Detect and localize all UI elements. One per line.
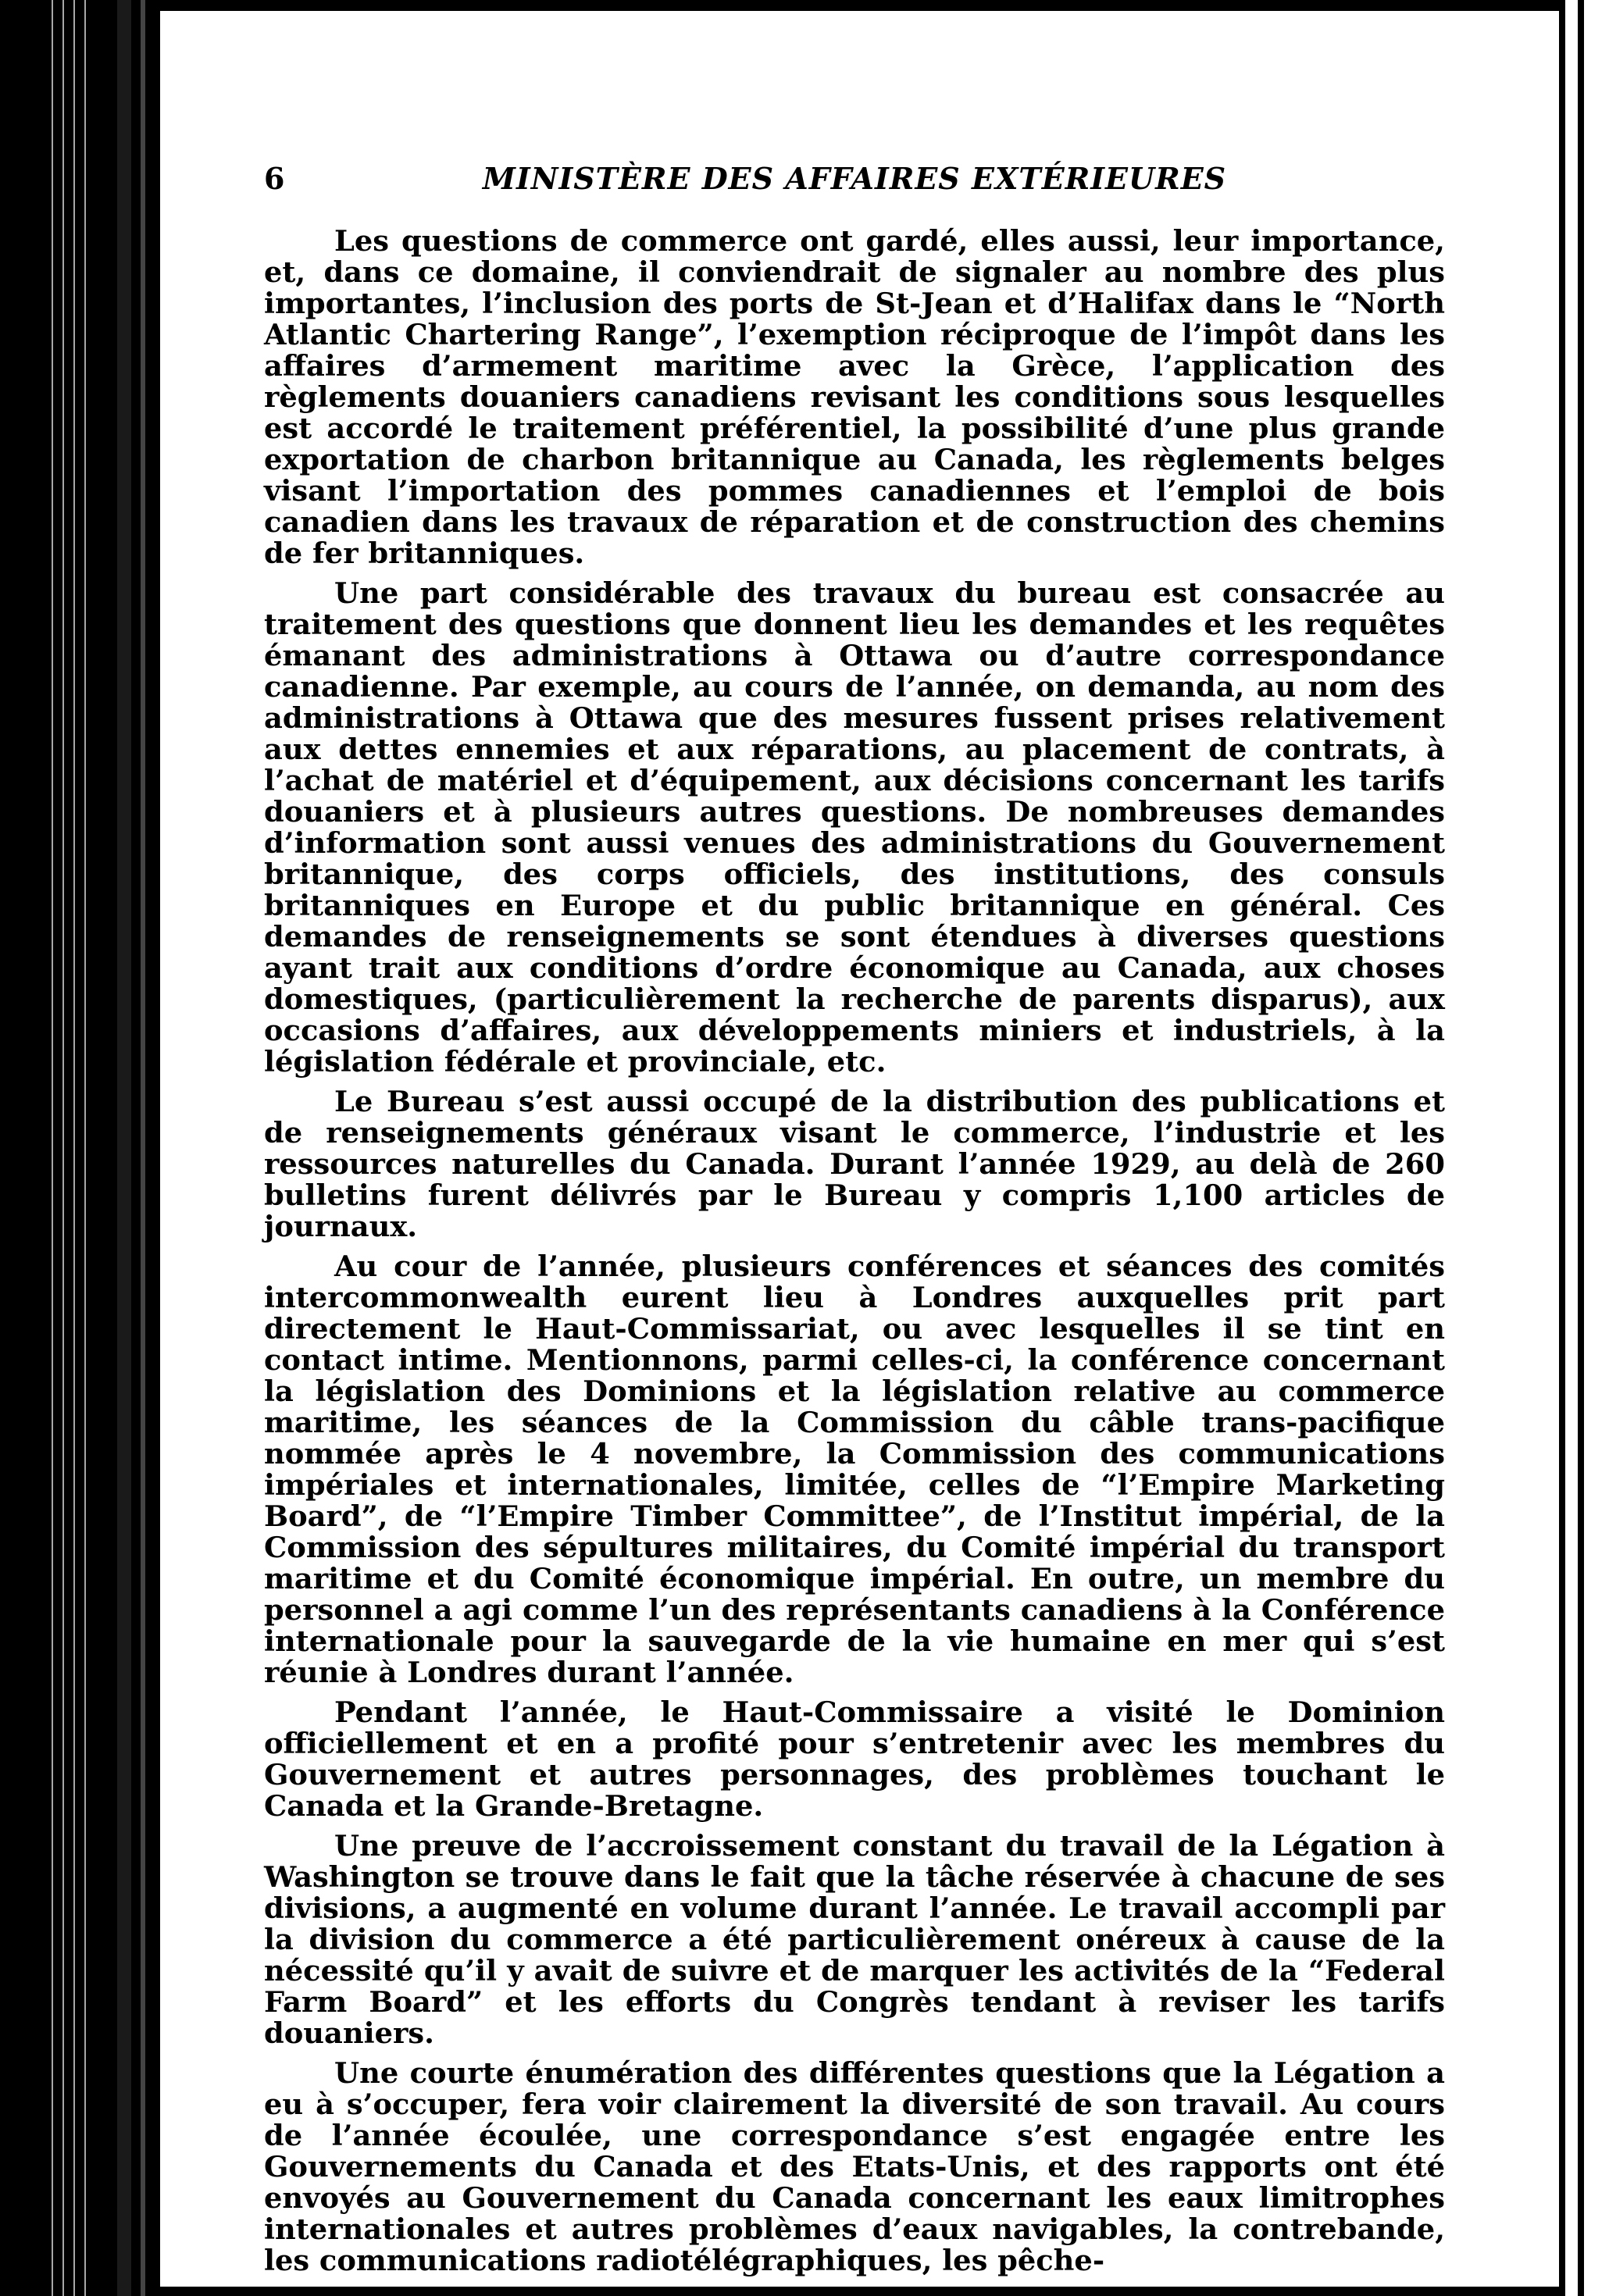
header-title: MINISTÈRE DES AFFAIRES EXTÉRIEURES bbox=[482, 161, 1227, 196]
paragraph-washington-legation: Une preuve de l’accroissement constant du travail de la Légation à Washington se trouve dans le fait que la tâche réservée à chacune de ses divisions, a augmenté en volume durant l’année. Le travail accompli par la division du commerce a été particulièrement onéreux à cause de la nécessité qu’il y avait de suivre et de marquer les activités de la “Federal Farm Board” et les efforts du Congrès tendant à reviser les tarifs douaniers. bbox=[264, 1828, 1445, 2050]
body-text bbox=[264, 225, 1445, 2276]
page-number: 6 bbox=[264, 161, 285, 196]
paragraph-high-commissioner: Pendant l’année, le Haut-Commissaire a visité le Dominion officiellement et en a profité pour s’entretenir avec les membres du Gouvernement et autres personnages, des problèmes touchant le Canada et la Grande-Bretagne. bbox=[264, 1695, 1445, 1823]
scan-top-border bbox=[160, 0, 1565, 11]
paragraph-bureau-work: Une part considérable des travaux du bureau est consacrée au traitement des questions que donnent lieu les demandes et les requêtes émanant des administrations à Ottawa ou d’autre correspondance canadienne. Par exemple, au cours de l’année, on demanda, au nom des administrations à Ottawa que des mesures fussent prises relativement aux dettes ennemies et aux réparations, au placement de contrats, à l’achat de matériel et d’équipement, aux décisions concernant les tarifs douaniers et à plusieurs autres questions. De nombreuses demandes d’information sont aussi venues des administrations du Gouvernement britannique, des corps officiels, des institutions, des consuls britanniques en Europe et du public britannique en général. Ces demandes de renseignements se sont étendues à diverses questions ayant trait aux conditions d’ordre économique au Canada, aux choses domestiques, (particulièrement la recherche de parents disparus), aux occasions d’affaires, aux développements miniers et industriels, à la législation fédérale et provinciale, etc. bbox=[264, 576, 1445, 1078]
running-header bbox=[264, 161, 1445, 208]
paragraph-publications: Le Bureau s’est aussi occupé de la distribution des publications et de renseignements généraux visant le commerce, l’industrie et les ressources naturelles du Canada. Durant l’année 1929, au delà de 260 bulletins furent délivrés par le Bureau y compris 1,100 articles de journaux. bbox=[264, 1084, 1445, 1243]
paragraph-conferences: Au cour de l’année, plusieurs conférences et séances des comités intercommonwealth eurent lieu à Londres auxquelles prit part directement le Haut-Commissariat, ou avec lesquelles il se tint en contact intime. Mentionnons, parmi celles-ci, la conférence concernant la législation des Dominions et la législation relative au commerce maritime, les séances de la Commission du câble trans-pacifique nommée après le 4 novembre, la Commission des communications impériales et internationales, limitée, celles de “l’Empire Marketing Board”, de “l’Empire Timber Committee”, de l’Institut impérial, de la Commission des sépultures militaires, du Comité impérial du transport maritime et du Comité économique impérial. En outre, un membre du personnel a agi comme l’un des représentants canadiens à la Conférence internationale pour la sauvegarde de la vie humaine en mer qui s’est réunie à Londres durant l’année. bbox=[264, 1249, 1445, 1689]
scan-right-border bbox=[1554, 0, 1609, 2296]
scan-left-film-strip bbox=[47, 0, 94, 2296]
paragraph-trade-questions: Les questions de commerce ont gardé, elles aussi, leur importance, et, dans ce domaine, il conviendrait de signaler au nombre des plus importantes, l’inclusion des ports de St-Jean et d’Halifax dans le “North Atlantic Chartering Range”, l’exemption réciproque de l’impôt dans les affaires d’armement maritime avec la Grèce, l’application des règlements douaniers canadiens revisant les conditions sous lesquelles est accordé le traitement préférentiel, la possibilité d’une plus grande exportation de charbon britannique au Canada, les règlements belges visant l’importation des pommes canadiennes et l’emploi de bois canadien dans les travaux de réparation et de construction des chemins de fer britanniques. bbox=[264, 223, 1445, 570]
scan-bottom-border bbox=[160, 2287, 1565, 2296]
paragraph-legation-questions: Une courte énumération des différentes questions que la Légation a eu à s’occuper, fera voir clairement la diversité de son travail. Au cours de l’année écoulée, une correspondance s’est engagée entre les Gouvernements du Canada et des Etats-Unis, et des rapports ont été envoyés au Gouvernement du Canada concernant les eaux limitrophes internationales et autres problèmes d’eaux navigables, la contrebande, les communications radiotélégraphiques, les pêche- bbox=[264, 2055, 1445, 2277]
document-page bbox=[264, 161, 1445, 2284]
